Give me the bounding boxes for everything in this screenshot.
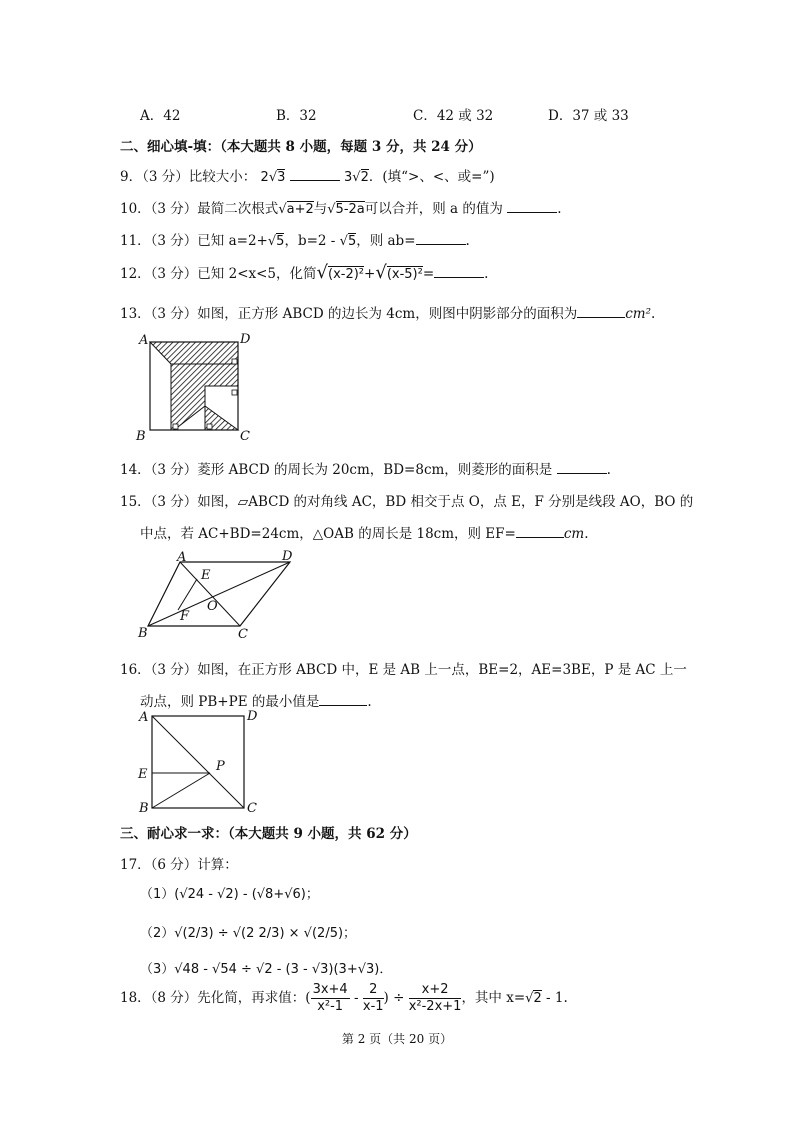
q14-end: .: [606, 462, 611, 478]
q9-suffix: ．(填“>、<、或=”): [368, 169, 495, 185]
q15-text: 中点，若 AC+BD=24cm，△OAB 的周长是 18cm，则 EF=: [140, 526, 516, 542]
label-B: B: [138, 626, 148, 641]
q9-radicand-2: 2: [360, 170, 369, 185]
q18-tail: - 1.: [541, 990, 568, 1006]
q13-end: .: [651, 306, 656, 322]
q12-radicand-2: (x-5)²: [386, 267, 423, 282]
q9-prefix: 9．（3 分）比较大小：: [120, 169, 257, 185]
question-16-line-1: 16．（3 分）如图，在正方形 ABCD 中，E 是 AB 上一点，BE=2，AE=3BE，P 是 AC 上一: [120, 662, 687, 678]
q12-plus: +: [364, 266, 376, 282]
answer-blank-9[interactable]: [290, 166, 340, 181]
label-O: O: [207, 599, 218, 614]
answer-blank-16[interactable]: [319, 691, 367, 706]
label-C: C: [238, 627, 248, 642]
label-A: A: [139, 710, 149, 725]
q11-prefix: 11．（3 分）已知 a=2+: [120, 233, 268, 249]
q12-end: .: [484, 266, 489, 282]
figure-13-square: [130, 328, 260, 443]
option-c: C．42 或 32: [413, 108, 494, 124]
q18-fraction-2: $\frac{2}{x-1}$: [362, 982, 384, 1014]
q12-prefix: 12．（3 分）已知 2<x<5，化简: [120, 266, 317, 282]
q12-radicand-1: (x-2)²: [328, 267, 365, 282]
q12-equals: =: [422, 266, 435, 282]
question-15-line-2: [140, 522, 589, 542]
q11-radicand-1: 5: [276, 234, 285, 249]
q18-minus: -: [349, 990, 363, 1006]
question-12: 12．（3 分）已知 2<x<5，化简√(x-2)²+√(x-5)²= .: [120, 262, 489, 283]
question-17-part-1: （1）(√24 - √2) - (√8+√6)；: [140, 887, 319, 902]
option-b: B．32: [276, 108, 317, 124]
question-11: 11．（3 分）已知 a=2+√5，b=2 - √5，则 ab= .: [120, 229, 470, 249]
question-15-line-1: 15．（3 分）如图，▱ABCD 的对角线 AC，BD 相交于点 O，点 E，F 分别是线段 AO，BO 的: [120, 494, 694, 510]
question-13: [120, 302, 655, 322]
q18-fraction-1: $\frac{3x+4}{\text{x²-1}}$: [312, 982, 348, 1014]
q10-prefix: 10．（3 分）最简二次根式: [120, 201, 279, 217]
q18-condition: ，其中 x=: [461, 990, 526, 1006]
answer-blank-15[interactable]: [516, 523, 564, 538]
answer-blank-10[interactable]: [507, 198, 557, 213]
q16-text: 动点，则 PB+PE 的最小值是: [140, 694, 320, 710]
question-17-part-2: （2）√(2/3) ÷ √(2 2/3) × √(2/5)；: [140, 926, 357, 941]
figure-16-square: [130, 706, 270, 816]
q18-fraction-3: $\frac{x+2}{\text{x²-2x+1}}$: [408, 982, 462, 1014]
q18-prefix: 18．（8 分）先化简，再求值：(: [120, 990, 311, 1006]
answer-blank-12[interactable]: [434, 263, 484, 278]
q10-suffix: 可以合并，则 a 的值为: [364, 201, 503, 217]
answer-blank-11[interactable]: [416, 230, 466, 245]
question-10: 10．（3 分）最简二次根式√a+2与√5-2a可以合并，则 a 的值为 .: [120, 197, 561, 217]
option-a: A．42: [140, 108, 181, 124]
question-17-part-3: （3）√48 - √54 ÷ √2 - (3 - √3)(3+√3)．: [140, 962, 393, 977]
answer-blank-14[interactable]: [557, 459, 607, 474]
label-D: D: [247, 709, 258, 724]
shaded-region-top: [150, 342, 238, 364]
q13-unit: cm²: [625, 306, 651, 322]
q13-text: 13．（3 分）如图，正方形 ABCD 的边长为 4cm，则图中阴影部分的面积为: [120, 306, 578, 322]
q15-unit: cm: [563, 526, 585, 542]
q11-end: .: [465, 233, 470, 249]
label-F: F: [180, 609, 190, 624]
q9-radicand-1: 3: [277, 170, 286, 185]
q10-radicand-2: 5-2a: [335, 202, 365, 217]
label-B: B: [136, 429, 146, 443]
label-D: D: [282, 549, 293, 564]
label-E: E: [201, 568, 211, 583]
section-2-heading: 二、细心填-填：（本大题共 8 小题，每题 3 分，共 24 分）: [120, 139, 482, 155]
q10-and: 与: [313, 201, 328, 217]
q11-middle: ，b=2 -: [284, 233, 340, 249]
q9-coef-1: 2: [260, 170, 269, 185]
label-C: C: [247, 801, 257, 816]
q11-radicand-2: 5: [347, 234, 357, 249]
label-E: E: [138, 767, 148, 782]
label-B: B: [139, 801, 149, 816]
q18-divide: ) ÷: [383, 990, 409, 1006]
q9-coef-2: 3: [343, 170, 353, 185]
label-P: P: [216, 759, 225, 774]
answer-blank-13[interactable]: [577, 303, 625, 318]
option-d: D．37 或 33: [548, 108, 629, 124]
question-17-title: 17．（6 分）计算：: [120, 857, 238, 873]
question-14: [120, 458, 611, 478]
q10-end: .: [557, 201, 562, 217]
q18-radicand: 2: [533, 991, 542, 1006]
q15-end: .: [584, 526, 589, 542]
label-A: A: [177, 550, 187, 565]
label-C: C: [240, 429, 250, 443]
q11-suffix: ，则 ab=: [356, 233, 416, 249]
figure-15-parallelogram: [130, 548, 305, 643]
q16-end: .: [367, 694, 372, 710]
question-18: 18．（8 分）先化简，再求值：( $\frac{3x+4}{\text{x²-1}}$ - $\frac{2}{x-1}$ ) ÷ $\frac{x+2}{\text{x²-2x+1}}$ ，其中 x=√2 - 1.: [120, 982, 568, 1014]
label-A: A: [139, 333, 149, 348]
section-3-heading: 三、耐心求一求：（本大题共 9 小题，共 62 分）: [120, 826, 417, 842]
page-footer: 第 2 页（共 20 页）: [341, 1032, 453, 1046]
label-D: D: [240, 332, 251, 347]
q14-text: 14．（3 分）菱形 ABCD 的周长为 20cm，BD=8cm，则菱形的面积是: [120, 462, 553, 478]
question-9: 9．（3 分）比较大小： 2√3 3√2．(填“>、<、或=”): [120, 165, 495, 185]
q10-radicand-1: a+2: [286, 202, 314, 217]
